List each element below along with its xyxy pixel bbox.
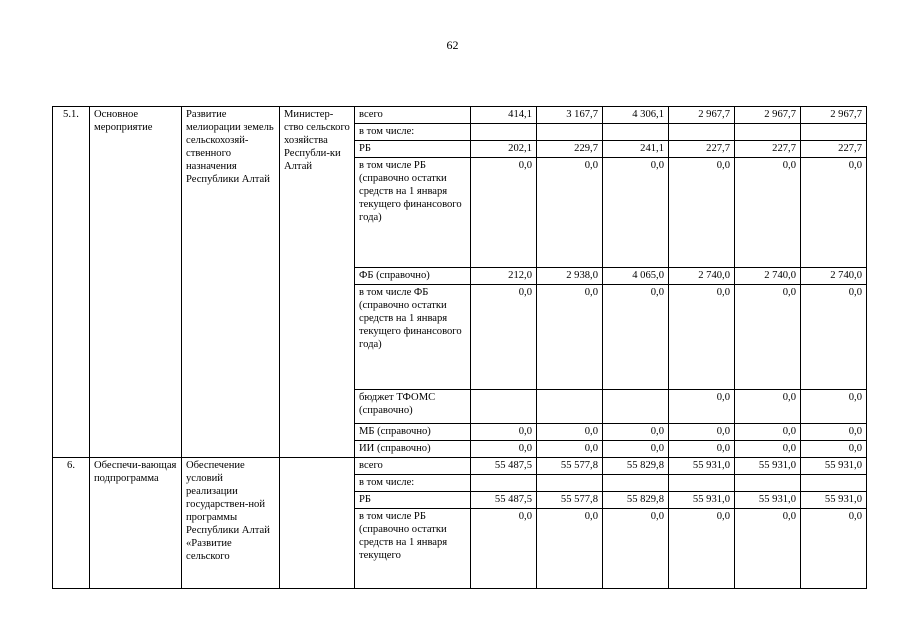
value-cell: 0,0 [537,424,603,441]
value-cell: 2 740,0 [801,268,867,285]
value-cell: 0,0 [471,441,537,458]
line-label: бюджет ТФОМС (справочно) [355,390,471,424]
value-cell: 55 931,0 [801,458,867,475]
value-cell [735,124,801,141]
value-cell: 229,7 [537,141,603,158]
value-cell: 0,0 [735,158,801,268]
value-cell: 202,1 [471,141,537,158]
value-cell: 55 577,8 [537,458,603,475]
value-cell: 0,0 [801,158,867,268]
value-cell: 0,0 [669,390,735,424]
value-cell: 0,0 [801,390,867,424]
value-cell: 2 967,7 [669,107,735,124]
value-cell: 0,0 [735,390,801,424]
value-cell [603,475,669,492]
value-cell [669,124,735,141]
value-cell: 0,0 [537,441,603,458]
value-cell [735,475,801,492]
value-cell: 0,0 [735,441,801,458]
value-cell: 3 167,7 [537,107,603,124]
value-cell: 0,0 [801,509,867,589]
value-cell: 0,0 [669,441,735,458]
value-cell: 0,0 [537,509,603,589]
value-cell [603,390,669,424]
value-cell: 55 931,0 [669,492,735,509]
table-row [53,458,867,475]
value-cell: 0,0 [669,509,735,589]
value-cell [471,475,537,492]
value-cell: 0,0 [669,158,735,268]
value-cell: 55 829,8 [603,458,669,475]
value-cell: 227,7 [735,141,801,158]
row-number: 5.1. [53,107,90,458]
value-cell: 0,0 [471,158,537,268]
line-label: в том числе: [355,124,471,141]
page-number: 62 [446,38,459,52]
value-cell: 241,1 [603,141,669,158]
line-label: в том числе ФБ (справочно остатки средств на 1 января текущего финансового года) [355,285,471,390]
table-row [53,107,867,124]
value-cell [801,475,867,492]
value-cell [537,124,603,141]
value-cell [603,124,669,141]
value-cell: 0,0 [471,509,537,589]
line-label: всего [355,458,471,475]
row-name: Развитие мелиорации земель сельскохозяй-ственного назначения Республики Алтай [182,107,280,458]
value-cell: 2 967,7 [735,107,801,124]
value-cell: 227,7 [669,141,735,158]
value-cell: 0,0 [801,424,867,441]
value-cell: 0,0 [537,158,603,268]
value-cell: 55 487,5 [471,458,537,475]
row-number: 6. [53,458,90,589]
value-cell: 4 065,0 [603,268,669,285]
value-cell [669,475,735,492]
value-cell: 0,0 [603,424,669,441]
value-cell: 212,0 [471,268,537,285]
value-cell: 0,0 [471,285,537,390]
value-cell: 55 931,0 [801,492,867,509]
value-cell: 0,0 [603,285,669,390]
value-cell: 55 931,0 [735,492,801,509]
value-cell [471,390,537,424]
value-cell: 0,0 [603,441,669,458]
line-label: всего [355,107,471,124]
value-cell: 2 967,7 [801,107,867,124]
value-cell: 0,0 [537,285,603,390]
value-cell: 55 487,5 [471,492,537,509]
line-label: МБ (справочно) [355,424,471,441]
value-cell: 0,0 [603,509,669,589]
row-executor [280,458,355,589]
value-cell [537,390,603,424]
value-cell: 414,1 [471,107,537,124]
value-cell: 55 931,0 [669,458,735,475]
budget-table [52,106,867,589]
value-cell: 0,0 [735,424,801,441]
value-cell: 227,7 [801,141,867,158]
row-name: Обеспечение условий реализации государствен-ной программы Республики Алтай «Развитие сельского [182,458,280,589]
value-cell: 2 740,0 [669,268,735,285]
row-executor: Министер-ство сельского хозяйства Республи-ки Алтай [280,107,355,458]
line-label: ИИ (справочно) [355,441,471,458]
value-cell: 0,0 [735,509,801,589]
line-label: РБ [355,141,471,158]
value-cell [471,124,537,141]
value-cell: 55 829,8 [603,492,669,509]
value-cell: 0,0 [669,285,735,390]
line-label: РБ [355,492,471,509]
value-cell: 55 577,8 [537,492,603,509]
value-cell: 0,0 [801,441,867,458]
value-cell: 0,0 [471,424,537,441]
value-cell: 0,0 [669,424,735,441]
row-type: Основное мероприятие [90,107,182,458]
line-label: ФБ (справочно) [355,268,471,285]
value-cell: 2 938,0 [537,268,603,285]
value-cell: 0,0 [735,285,801,390]
value-cell [537,475,603,492]
value-cell [801,124,867,141]
value-cell: 0,0 [603,158,669,268]
row-type: Обеспечи-вающая подпрограмма [90,458,182,589]
line-label: в том числе РБ (справочно остатки средств на 1 января текущего [355,509,471,589]
value-cell: 55 931,0 [735,458,801,475]
line-label: в том числе РБ (справочно остатки средств на 1 января текущего финансового года) [355,158,471,268]
value-cell: 0,0 [801,285,867,390]
line-label: в том числе: [355,475,471,492]
value-cell: 4 306,1 [603,107,669,124]
value-cell: 2 740,0 [735,268,801,285]
